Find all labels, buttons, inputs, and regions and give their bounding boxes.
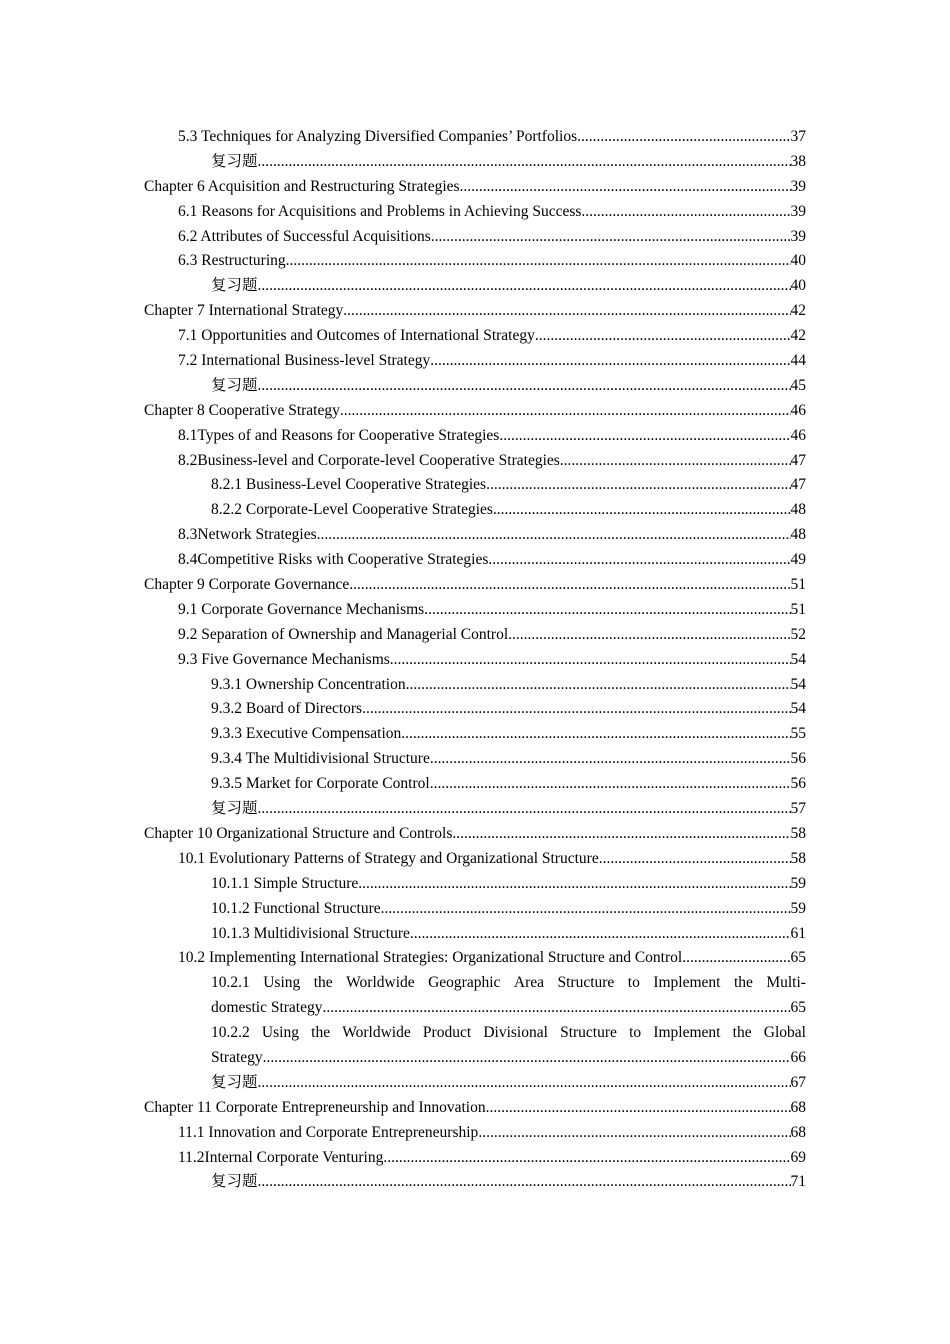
toc-entry-word: the [313,974,333,992]
toc-entry-page: 47 [790,451,806,469]
toc-entry[interactable] [144,598,806,623]
toc-leader-dots [682,946,790,971]
toc-entry-page: 40 [790,277,806,295]
toc-entry-page: 71 [790,1173,806,1191]
toc-entry[interactable] [144,673,806,698]
toc-entry-title: 9.1 Corporate Governance Mechanisms [178,600,425,618]
toc-entry-title: 7.2 International Business-level Strategy [178,352,431,370]
toc-entry-title: 9.3.1 Ownership Concentration [211,675,406,693]
toc-chapter-entry[interactable] [144,573,806,598]
toc-entry-word: Product [422,1024,472,1042]
toc-entry-page: 65 [790,999,806,1017]
toc-entry-page: 56 [790,775,806,793]
toc-entry-word: Structure [560,1024,617,1042]
toc-entry-page: 39 [790,227,806,245]
toc-entry[interactable] [144,648,806,673]
toc-leader-dots [362,697,790,722]
toc-entry[interactable] [144,847,806,872]
toc-entry-page: 59 [790,899,806,917]
toc-entry[interactable] [144,623,806,648]
toc-leader-dots [560,449,791,474]
toc-leader-dots [383,1146,790,1171]
toc-leader-dots [258,150,791,175]
toc-entry-title: 10.1.1 Simple Structure [211,874,359,892]
toc-entry-title: Chapter 8 Cooperative Strategy [144,401,340,419]
toc-entry-page: 54 [790,650,806,668]
toc-entry-title: 8.3Network Strategies [178,526,317,544]
toc-chapter-entry[interactable] [144,1096,806,1121]
toc-entry-page: 44 [790,352,806,370]
toc-entry-page: 57 [790,800,806,818]
toc-leader-dots [488,548,790,573]
toc-entry[interactable] [144,249,806,274]
toc-entry-title: 8.1Types of and Reasons for Cooperative Strategies [178,426,500,444]
toc-entry-page: 38 [790,152,806,170]
toc-entry-page: 52 [790,625,806,643]
toc-leader-dots [317,523,791,548]
toc-entry-title: 复习题 [211,1173,258,1191]
toc-entry-page: 54 [790,700,806,718]
toc-leader-dots [323,996,791,1021]
toc-entry[interactable] [144,897,806,922]
toc-entry-last-line [211,996,806,1021]
toc-entry-word: 10.2.2 [211,1024,250,1042]
toc-entry-title: 9.2 Separation of Ownership and Managerial Control [178,625,509,643]
toc-entry-page: 42 [790,327,806,345]
toc-entry-title: 10.1 Evolutionary Patterns of Strategy and Organizational Structure [178,849,599,867]
toc-entry-page: 39 [790,177,806,195]
toc-entry-title: 9.3.3 Executive Compensation [211,725,402,743]
toc-entry-title: 6.2 Attributes of Successful Acquisitions [178,227,431,245]
toc-leader-dots [406,673,791,698]
toc-entry-title: 5.3 Techniques for Analyzing Diversified Companies’ Portfolios [178,128,578,145]
toc-entry-title: 9.3.4 The Multidivisional Structure [211,750,430,768]
toc-entry-page: 59 [790,874,806,892]
toc-entry-page: 48 [790,501,806,519]
toc-entry-title: 复习题 [211,1073,258,1091]
toc-entry[interactable] [144,797,806,822]
toc-entry-title: 复习题 [211,277,258,295]
toc-entry[interactable] [144,498,806,523]
toc-chapter-entry[interactable] [144,822,806,847]
toc-leader-dots [263,1046,791,1071]
toc-leader-dots [499,424,790,449]
toc-entry-word: to [629,1024,642,1042]
toc-entry-title: 8.4Competitive Risks with Cooperative Strategies [178,551,489,569]
toc-leader-dots [340,399,791,424]
toc-entry[interactable] [144,424,806,449]
toc-chapter-entry[interactable] [144,175,806,200]
toc-entry[interactable] [144,1071,806,1096]
toc-leader-dots [430,772,791,797]
toc-entry[interactable] [144,473,806,498]
toc-entry-word: Divisional [483,1024,548,1042]
toc-leader-dots [486,473,790,498]
toc-entry-word: the [733,974,753,992]
toc-entry-page: 46 [790,401,806,419]
toc-entry-title: Chapter 9 Corporate Governance [144,576,350,594]
toc-entry-title: domestic Strategy [211,999,323,1017]
toc-entry-word: Geographic [428,974,501,992]
toc-entry[interactable] [144,374,806,399]
toc-entry-page: 51 [790,576,806,594]
toc-entry[interactable] [144,722,806,747]
toc-entry[interactable] [144,697,806,722]
toc-leader-dots [358,872,790,897]
toc-entry[interactable] [144,523,806,548]
toc-leader-dots [258,374,791,399]
toc-leader-dots [390,648,791,673]
toc-entry[interactable] [144,225,806,250]
toc-entry[interactable] [144,772,806,797]
toc-leader-dots [431,225,791,250]
toc-entry[interactable] [144,946,806,971]
toc-entry-page: 51 [790,600,806,618]
toc-entry-page: 49 [790,551,806,569]
toc-leader-dots [486,1096,791,1121]
toc-entry-word: 10.2.1 [211,974,250,992]
toc-entry[interactable] [144,150,806,175]
table-of-contents [144,125,806,1195]
toc-entry-page: 54 [790,675,806,693]
toc-entry-page: 45 [790,376,806,394]
toc-leader-dots [493,498,791,523]
toc-entry-word: Using [261,1024,299,1042]
toc-entry[interactable] [144,200,806,225]
toc-entry-page: 37 [790,128,806,145]
toc-entry-title: 8.2.1 Business-Level Cooperative Strategies [211,476,487,494]
toc-entry-page: 66 [790,1048,806,1066]
toc-entry-page: 58 [790,849,806,867]
toc-entry-page: 40 [790,252,806,270]
toc-entry-title: 11.2Internal Corporate Venturing [178,1148,384,1166]
toc-entry-page: 69 [790,1148,806,1166]
toc-entry[interactable] [144,1146,806,1171]
toc-entry[interactable] [144,449,806,474]
toc-entry-title: 11.1 Innovation and Corporate Entrepreneurship [178,1123,479,1141]
toc-entry-page: 65 [790,949,806,967]
toc-entry-page: 39 [790,202,806,220]
toc-entry[interactable] [144,1121,806,1146]
toc-entry-title: Strategy [211,1048,263,1066]
toc-entry-page: 58 [790,824,806,842]
toc-entry-last-line [211,1046,806,1071]
toc-entry-title: 复习题 [211,800,258,818]
toc-entry-page: 68 [790,1098,806,1116]
toc-entry[interactable] [144,324,806,349]
toc-leader-dots [258,274,791,299]
toc-entry-title: 8.2Business-level and Corporate-level Cooperative Strategies [178,451,560,469]
toc-entry-word: Multi- [766,974,806,992]
toc-entry-word: Using [263,974,301,992]
toc-entry-title: 10.2 Implementing International Strategies: Organizational Structure and Control [178,949,683,967]
toc-entry[interactable] [144,548,806,573]
toc-entry-word: Implement [653,974,721,992]
toc-leader-dots [430,747,791,772]
toc-entry-word: Implement [653,1024,721,1042]
toc-leader-dots [508,623,790,648]
toc-entry-page: 42 [790,302,806,320]
toc-entry-page: 56 [790,750,806,768]
toc-leader-dots [258,797,791,822]
toc-entry[interactable] [144,922,806,947]
toc-entry-title: 7.1 Opportunities and Outcomes of International Strategy [178,327,535,345]
toc-entry-title: Chapter 11 Corporate Entrepreneurship and Innovation [144,1098,486,1116]
toc-leader-dots [286,249,791,274]
toc-entry-word: Area [513,974,545,992]
toc-leader-dots [460,175,791,200]
toc-entry-first-line [211,1021,806,1046]
toc-entry[interactable] [144,349,806,374]
toc-entry-title: Chapter 10 Organizational Structure and Controls [144,824,453,842]
toc-chapter-entry[interactable] [144,399,806,424]
toc-leader-dots [381,897,791,922]
toc-entry-title: 9.3.2 Board of Directors [211,700,363,718]
toc-entry-page: 47 [790,476,806,494]
toc-entry-title: 10.1.3 Multidivisional Structure [211,924,410,942]
toc-entry-wrapped[interactable] [144,971,806,1021]
toc-entry[interactable] [144,274,806,299]
toc-entry-title: 10.1.2 Functional Structure [211,899,381,917]
toc-leader-dots [577,125,790,150]
toc-leader-dots [452,822,790,847]
toc-entry-first-line [211,971,806,996]
toc-entry-page: 55 [790,725,806,743]
toc-entry[interactable] [144,1170,806,1195]
toc-entry-word: Worldwide [342,1024,411,1042]
toc-leader-dots [599,847,791,872]
toc-entry-page: 67 [790,1073,806,1091]
toc-entry-word: the [311,1024,331,1042]
toc-chapter-entry[interactable] [144,299,806,324]
toc-entry-title: Chapter 6 Acquisition and Restructuring Strategies [144,177,460,195]
toc-entry-word: the [732,1024,752,1042]
toc-entry-word: to [627,974,640,992]
toc-leader-dots [349,573,790,598]
toc-entry-page: 46 [790,426,806,444]
toc-entry-wrapped[interactable] [144,1021,806,1071]
toc-entry-title: 6.1 Reasons for Acquisitions and Problems in Achieving Success [178,202,582,220]
toc-entry-title: 6.3 Restructuring [178,252,286,270]
toc-entry-title: 复习题 [211,152,258,170]
toc-leader-dots [401,722,790,747]
toc-entry-title: Chapter 7 International Strategy [144,302,344,320]
toc-entry-page: 68 [790,1123,806,1141]
toc-leader-dots [581,200,790,225]
toc-entry-title: 9.3.5 Market for Corporate Control [211,775,430,793]
toc-entry[interactable] [144,747,806,772]
toc-entry-page: 48 [790,526,806,544]
toc-leader-dots [410,922,791,947]
toc-leader-dots [424,598,790,623]
toc-entry-title: 9.3 Five Governance Mechanisms [178,650,390,668]
toc-entry-title: 8.2.2 Corporate-Level Cooperative Strategies [211,501,493,519]
toc-entry[interactable] [144,125,806,150]
toc-leader-dots [478,1121,790,1146]
toc-entry-word: Structure [557,974,615,992]
toc-leader-dots [430,349,790,374]
toc-leader-dots [258,1071,791,1096]
toc-leader-dots [343,299,790,324]
toc-entry-title: 复习题 [211,376,258,394]
toc-leader-dots [535,324,791,349]
toc-entry-word: Global [763,1024,806,1042]
toc-entry-page: 61 [790,924,806,942]
toc-entry[interactable] [144,872,806,897]
toc-leader-dots [258,1170,791,1195]
toc-entry-word: Worldwide [346,974,415,992]
